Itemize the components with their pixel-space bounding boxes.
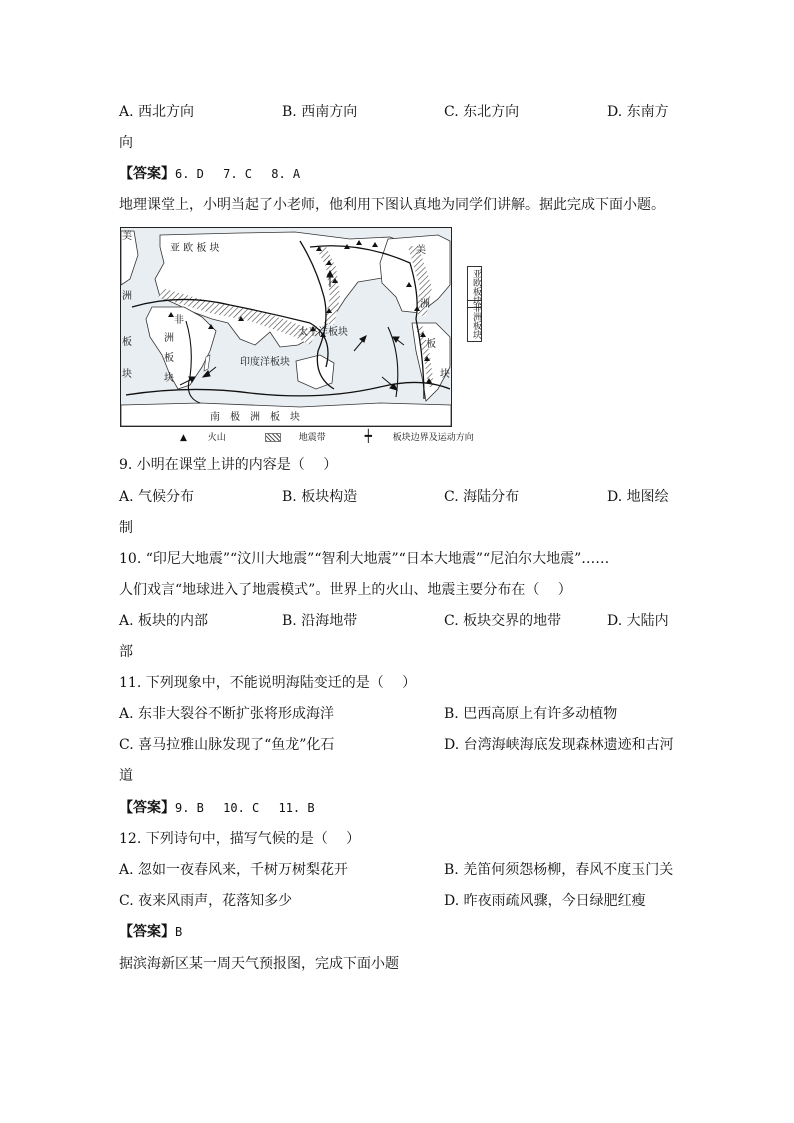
label-left-2: 洲: [122, 291, 132, 302]
answer-values: B: [175, 925, 183, 939]
q11-stem: 11. 下列现象中，不能说明海陆变迁的是（ ）: [119, 675, 417, 691]
q11-option-a: A. 东非大裂谷不断扩张将形成海洋: [119, 706, 335, 722]
legend-boundary: [364, 429, 492, 443]
weather-intro-text: 据滨海新区某一周天气预报图，完成下面小题: [119, 956, 399, 972]
legend-volcano: [180, 433, 244, 443]
q8-option-d-wrap: 向: [119, 135, 133, 151]
q9-option-b: B. 板块构造: [282, 489, 358, 505]
q8-option-c: C. 东北方向: [444, 104, 520, 120]
legend-quake: [265, 433, 344, 443]
volcano-icon: ▲: [180, 433, 187, 443]
q12-option-a: A. 忽如一夜春风来，千树万树梨花开: [119, 862, 349, 878]
map-intro-text: 地理课堂上，小明当起了小老师，他利用下图认真地为同学们讲解。据此完成下面小题。: [119, 197, 665, 213]
q11-option-c: C. 喜马拉雅山脉发现了“鱼龙”化石: [119, 737, 335, 753]
q8-option-a: A. 西北方向: [119, 104, 195, 120]
label-antarctic: 南 极 洲 板 块: [210, 412, 300, 423]
q9-option-a: A. 气候分布: [119, 489, 195, 505]
label-eurasia: 亚 欧 板 块: [170, 243, 220, 254]
answer-values: 6. D 7. C 8. A: [175, 167, 301, 181]
plate-map: [120, 227, 452, 427]
q11-option-d: D. 台湾海峡海底发现森林遗迹和古河: [444, 737, 674, 753]
q9-option-d-wrap: 制: [119, 520, 133, 536]
q12-option-b: B. 羌笛何须怨杨柳，春风不度玉门关: [444, 862, 674, 878]
label-africa-1: 非: [174, 315, 184, 326]
q8-option-b: B. 西南方向: [282, 104, 358, 120]
q12-option-c: C. 夜来风雨声，花落知多少: [119, 893, 293, 909]
q9-option-c: C. 海陆分布: [444, 489, 520, 505]
label-africa-3: 板: [164, 353, 174, 364]
label-pacific: 太平洋板块: [298, 327, 348, 338]
q10-stem-line1: 10. “印尼大地震”“汶川大地震”“智利大地震”“日本大地震”“尼泊尔大地震”……: [119, 551, 610, 567]
q10-option-b: B. 沿海地带: [282, 613, 358, 629]
answer-values: 9. B 10. C 11. B: [175, 801, 315, 815]
label-america-2: 洲: [420, 299, 430, 310]
q8-option-d: D. 东南方: [607, 104, 669, 120]
boundary-arrow-icon: ┿: [364, 429, 372, 443]
q12-stem: 12. 下列诗句中，描写气候的是（ ）: [119, 831, 361, 847]
label-left-4: 块: [122, 369, 132, 380]
q10-option-d: D. 大陆内: [607, 613, 669, 629]
answer-label: 【答案】: [119, 166, 175, 182]
quake-belt-icon: [265, 433, 281, 442]
answer-block-3: [119, 922, 182, 942]
answer-block-1: [119, 164, 300, 184]
side-label-eurasia: 亚欧板块: [467, 266, 482, 308]
q11-option-d-wrap: 道: [119, 768, 133, 784]
q11-option-b: B. 巴西高原上有许多动植物: [444, 706, 618, 722]
label-left-1: 美: [122, 231, 132, 242]
map-legend: [180, 430, 510, 444]
legend-volcano-label: 火山: [207, 433, 226, 443]
legend-quake-label: 地震带: [298, 433, 326, 443]
answer-block-2: [119, 798, 315, 818]
label-america-1: 美: [416, 245, 426, 256]
q10-option-c: C. 板块交界的地带: [444, 613, 562, 629]
q9-stem: 9. 小明在课堂上讲的内容是（ ）: [119, 457, 338, 473]
label-africa-2: 洲: [164, 333, 174, 344]
q10-stem-line2: 人们戏言“地球进入了地震模式”。世界上的火山、地震主要分布在（ ）: [119, 582, 572, 598]
label-africa-4: 块: [164, 373, 174, 384]
answer-label: 【答案】: [119, 800, 175, 816]
label-america-3: 板: [426, 339, 436, 350]
answer-label: 【答案】: [119, 924, 175, 940]
label-indian: 印度洋板块: [240, 357, 290, 368]
q9-option-d: D. 地图绘: [607, 489, 669, 505]
legend-boundary-label: 板块边界及运动方向: [392, 433, 474, 443]
side-label-africa: 非洲板块: [467, 300, 482, 342]
q12-option-d: D. 昨夜雨疏风骤，今日绿肥红瘦: [444, 893, 646, 909]
q10-option-a: A. 板块的内部: [119, 613, 209, 629]
label-left-3: 板: [122, 337, 132, 348]
q10-option-d-wrap: 部: [119, 644, 133, 660]
label-america-4: 块: [440, 369, 450, 380]
